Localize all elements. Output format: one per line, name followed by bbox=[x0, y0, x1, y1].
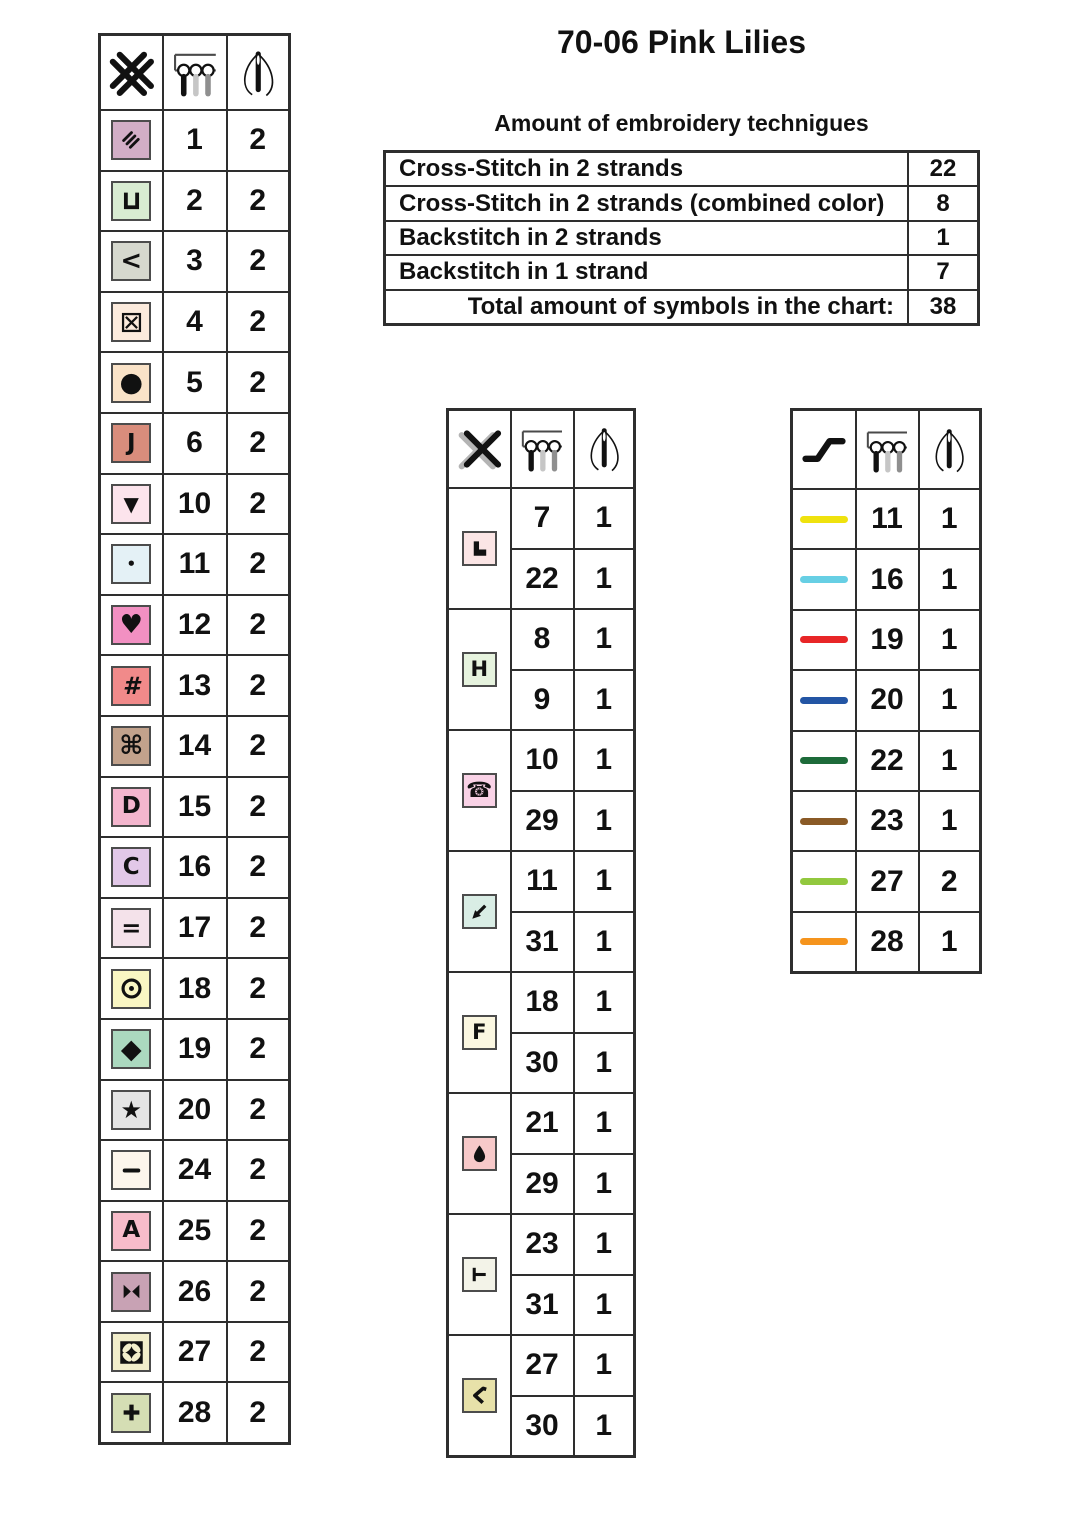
thread-color-number: 16 bbox=[163, 837, 227, 898]
thread-color-number: 1 bbox=[163, 110, 227, 171]
symbol-cell bbox=[100, 1322, 163, 1383]
needle-strands-header-cell bbox=[919, 410, 981, 490]
thread-color-number: 5 bbox=[163, 352, 227, 413]
combined-symbol-row bbox=[448, 1335, 635, 1396]
symbol-swatch bbox=[462, 1257, 497, 1292]
symbol-swatch bbox=[111, 241, 151, 281]
symbol-swatch bbox=[462, 652, 497, 687]
thread-color-number: 6 bbox=[163, 413, 227, 474]
thread-color-number: 25 bbox=[163, 1201, 227, 1262]
symbol-swatch bbox=[111, 969, 151, 1009]
strand-count: 1 bbox=[919, 791, 981, 851]
combined-symbol-row bbox=[448, 1214, 635, 1275]
technique-row bbox=[385, 186, 979, 220]
backstitch-icon bbox=[797, 426, 851, 474]
strand-count: 2 bbox=[227, 1322, 290, 1383]
thread-color-number: 18 bbox=[511, 972, 574, 1033]
strand-count: 2 bbox=[227, 474, 290, 535]
symbol-swatch bbox=[111, 544, 151, 584]
combined-cross-stitch-header-cell bbox=[448, 410, 511, 489]
technique-count: 8 bbox=[908, 186, 979, 220]
symbol-cell bbox=[448, 609, 511, 730]
diamond-symbol: ◆ bbox=[120, 1033, 142, 1065]
technique-label: Total amount of symbols in the chart: bbox=[385, 290, 909, 325]
thread-color-number: 21 bbox=[511, 1093, 574, 1154]
dash-symbol-icon bbox=[118, 1157, 145, 1184]
thread-color-number: 13 bbox=[163, 655, 227, 716]
symbol-cell bbox=[100, 777, 163, 838]
symbol-row bbox=[100, 1382, 290, 1443]
strand-count: 2 bbox=[227, 837, 290, 898]
legend-header-row bbox=[100, 35, 290, 111]
hash-symbol: # bbox=[122, 671, 140, 700]
strand-count: 2 bbox=[227, 534, 290, 595]
thread-color-number: 4 bbox=[163, 292, 227, 353]
backstitch-row bbox=[792, 549, 981, 609]
symbol-cell bbox=[100, 716, 163, 777]
symbol-cell bbox=[100, 1080, 163, 1141]
backstitch-row bbox=[792, 791, 981, 851]
thread-color-number: 30 bbox=[511, 1033, 574, 1094]
strand-count: 1 bbox=[919, 731, 981, 791]
symbol-cell bbox=[100, 110, 163, 171]
symbol-cell bbox=[100, 1261, 163, 1322]
backstitch-row bbox=[792, 489, 981, 549]
symbol-cell bbox=[100, 1019, 163, 1080]
symbol-swatch bbox=[111, 1090, 151, 1130]
thread-color-number: 31 bbox=[511, 1275, 574, 1336]
orange-line bbox=[800, 938, 848, 945]
strand-count: 2 bbox=[919, 851, 981, 911]
strand-count: 1 bbox=[574, 1275, 635, 1336]
equals-symbol: = bbox=[121, 914, 142, 943]
symbol-swatch bbox=[111, 1393, 151, 1433]
quad-leaf-symbol-icon bbox=[118, 1339, 145, 1366]
blue-line bbox=[800, 697, 848, 704]
symbol-cell bbox=[448, 1093, 511, 1214]
symbol-swatch bbox=[111, 120, 151, 160]
symbol-swatch bbox=[462, 894, 497, 929]
thread-color-number: 22 bbox=[856, 731, 919, 791]
thread-color-number: 22 bbox=[511, 549, 574, 610]
floss-color-icon bbox=[517, 424, 567, 474]
thread-color-number: 10 bbox=[511, 730, 574, 791]
line-color-cell bbox=[792, 731, 856, 791]
technique-label: Backstitch in 2 strands bbox=[385, 221, 909, 255]
thread-color-number: 27 bbox=[511, 1335, 574, 1396]
strand-count: 2 bbox=[227, 1019, 290, 1080]
legend-header-row bbox=[448, 410, 635, 489]
line-color-cell bbox=[792, 549, 856, 609]
thread-color-number: 11 bbox=[856, 489, 919, 549]
thread-color-number: 2 bbox=[163, 171, 227, 232]
symbol-swatch bbox=[111, 363, 151, 403]
combined-symbol-row bbox=[448, 488, 635, 549]
symbol-swatch bbox=[111, 302, 151, 342]
symbol-swatch bbox=[111, 1211, 151, 1251]
symbol-swatch bbox=[462, 1136, 497, 1171]
strand-count: 2 bbox=[227, 171, 290, 232]
thread-color-number: 10 bbox=[163, 474, 227, 535]
strand-count: 1 bbox=[574, 609, 635, 670]
thread-color-number: 15 bbox=[163, 777, 227, 838]
strand-count: 2 bbox=[227, 958, 290, 1019]
technique-row bbox=[385, 152, 979, 187]
symbol-row bbox=[100, 655, 290, 716]
strand-count: 2 bbox=[227, 1140, 290, 1201]
symbol-row bbox=[100, 1019, 290, 1080]
thread-color-number: 27 bbox=[163, 1322, 227, 1383]
black-circle-symbol: ● bbox=[119, 367, 144, 399]
strand-count: 2 bbox=[227, 1382, 290, 1443]
symbol-cell bbox=[448, 972, 511, 1093]
letter-h-symbol: H bbox=[470, 657, 489, 681]
backstitch-row bbox=[792, 610, 981, 670]
cross-stitch-legend-table bbox=[98, 33, 291, 1445]
symbol-cell bbox=[448, 851, 511, 972]
technique-label: Cross-Stitch in 2 strands bbox=[385, 152, 909, 187]
technique-row bbox=[385, 255, 979, 289]
strand-count: 2 bbox=[227, 413, 290, 474]
thread-color-number: 27 bbox=[856, 851, 919, 911]
symbol-row bbox=[100, 1201, 290, 1262]
thread-color-number: 20 bbox=[856, 670, 919, 730]
symbol-swatch bbox=[111, 787, 151, 827]
symbol-cell bbox=[448, 488, 511, 609]
strand-count: 1 bbox=[919, 549, 981, 609]
symbol-swatch bbox=[111, 1332, 151, 1372]
technique-label: Cross-Stitch in 2 strands (combined color) bbox=[385, 186, 909, 220]
technique-row bbox=[385, 290, 979, 325]
l-shape-symbol-icon bbox=[468, 537, 491, 560]
symbol-swatch bbox=[111, 847, 151, 887]
arrow-down-left-symbol-icon bbox=[468, 900, 491, 923]
symbol-cell bbox=[100, 292, 163, 353]
thread-color-number: 23 bbox=[511, 1214, 574, 1275]
needle-strands-header-cell bbox=[227, 35, 290, 111]
hook-check-symbol-icon bbox=[468, 1384, 491, 1407]
triple-slash-symbol-icon bbox=[118, 127, 145, 154]
symbol-cell bbox=[100, 1140, 163, 1201]
needle-strands-icon bbox=[580, 424, 628, 474]
combined-symbol-row bbox=[448, 851, 635, 912]
symbol-swatch bbox=[462, 1378, 497, 1413]
symbol-swatch bbox=[111, 484, 151, 524]
line-color-cell bbox=[792, 912, 856, 973]
line-color-cell bbox=[792, 851, 856, 911]
strand-count: 2 bbox=[227, 595, 290, 656]
backstitch-row bbox=[792, 851, 981, 911]
strand-count: 1 bbox=[919, 670, 981, 730]
combined-symbol-row bbox=[448, 972, 635, 1033]
letter-c-symbol: C bbox=[122, 853, 140, 880]
thread-color-number: 3 bbox=[163, 231, 227, 292]
thread-color-number: 17 bbox=[163, 898, 227, 959]
letter-a-symbol: A bbox=[122, 1217, 141, 1244]
thread-color-number: 31 bbox=[511, 912, 574, 973]
triangle-down-symbol: ▼ bbox=[123, 491, 139, 516]
strand-count: 2 bbox=[227, 716, 290, 777]
strand-count: 2 bbox=[227, 231, 290, 292]
symbol-cell bbox=[100, 1382, 163, 1443]
symbol-cell bbox=[100, 231, 163, 292]
symbol-swatch bbox=[111, 1272, 151, 1312]
circle-dot-symbol-icon bbox=[118, 975, 145, 1002]
strand-count: 2 bbox=[227, 777, 290, 838]
symbol-swatch bbox=[462, 1015, 497, 1050]
symbol-cell bbox=[100, 1201, 163, 1262]
strand-count: 1 bbox=[574, 851, 635, 912]
symbol-row bbox=[100, 1140, 290, 1201]
technique-count: 22 bbox=[908, 152, 979, 187]
left-tack-symbol-icon bbox=[468, 1263, 491, 1286]
combined-symbol-row bbox=[448, 730, 635, 791]
combined-color-legend-table bbox=[446, 408, 636, 1458]
symbol-row bbox=[100, 716, 290, 777]
symbol-cell bbox=[100, 655, 163, 716]
technique-count: 38 bbox=[908, 290, 979, 325]
strand-count: 2 bbox=[227, 352, 290, 413]
symbol-row bbox=[100, 110, 290, 171]
cross-stitch-header-cell bbox=[100, 35, 163, 111]
red-line bbox=[800, 636, 848, 643]
technique-count: 7 bbox=[908, 255, 979, 289]
yellow-line bbox=[800, 516, 848, 523]
strand-count: 2 bbox=[227, 655, 290, 716]
symbol-swatch bbox=[111, 1150, 151, 1190]
symbol-row bbox=[100, 534, 290, 595]
strand-count: 1 bbox=[574, 1214, 635, 1275]
techniques-subtitle: Amount of embroidery technigues bbox=[494, 110, 869, 136]
thread-color-number: 24 bbox=[163, 1140, 227, 1201]
telephone-symbol: ☎ bbox=[466, 778, 493, 802]
thread-color-number: 12 bbox=[163, 595, 227, 656]
thread-color-number: 18 bbox=[163, 958, 227, 1019]
brown-line bbox=[800, 818, 848, 825]
symbol-row bbox=[100, 958, 290, 1019]
symbol-swatch bbox=[111, 181, 151, 221]
symbol-row bbox=[100, 1261, 290, 1322]
strand-count: 1 bbox=[919, 912, 981, 973]
thread-color-number: 20 bbox=[163, 1080, 227, 1141]
symbol-swatch bbox=[111, 666, 151, 706]
strand-count: 1 bbox=[574, 791, 635, 852]
technique-count: 1 bbox=[908, 221, 979, 255]
needle-strands-icon bbox=[233, 47, 283, 99]
strand-count: 1 bbox=[574, 1396, 635, 1457]
letter-j-symbol: J bbox=[126, 429, 136, 456]
symbol-cell bbox=[448, 1214, 511, 1335]
strand-count: 2 bbox=[227, 1201, 290, 1262]
strand-count: 1 bbox=[574, 730, 635, 791]
cross-stitch-icon bbox=[105, 47, 157, 99]
symbol-cell bbox=[100, 837, 163, 898]
line-color-cell bbox=[792, 791, 856, 851]
techniques-table bbox=[383, 150, 980, 326]
letter-f-symbol: F bbox=[472, 1020, 487, 1044]
symbol-row bbox=[100, 777, 290, 838]
floss-color-header-cell bbox=[511, 410, 574, 489]
strand-count: 1 bbox=[574, 549, 635, 610]
strand-count: 2 bbox=[227, 110, 290, 171]
backstitch-row bbox=[792, 731, 981, 791]
symbol-cell bbox=[100, 534, 163, 595]
thread-color-number: 28 bbox=[856, 912, 919, 973]
thread-color-number: 11 bbox=[511, 851, 574, 912]
bowtie-symbol-icon bbox=[118, 1278, 145, 1305]
symbol-row bbox=[100, 898, 290, 959]
symbol-row bbox=[100, 352, 290, 413]
bullet-symbol: • bbox=[126, 554, 137, 573]
boxed-x-symbol-icon bbox=[118, 309, 145, 336]
symbol-cell bbox=[100, 413, 163, 474]
command-symbol: ⌘ bbox=[119, 731, 144, 762]
strand-count: 2 bbox=[227, 1080, 290, 1141]
symbol-cell bbox=[100, 958, 163, 1019]
page-title: 70-06 Pink Lilies bbox=[556, 24, 806, 60]
thread-color-number: 14 bbox=[163, 716, 227, 777]
strand-count: 1 bbox=[574, 1335, 635, 1396]
combined-cross-stitch-icon bbox=[453, 423, 505, 475]
combined-symbol-row bbox=[448, 609, 635, 670]
strand-count: 1 bbox=[574, 488, 635, 549]
thread-color-number: 26 bbox=[163, 1261, 227, 1322]
symbol-row bbox=[100, 292, 290, 353]
technique-label: Backstitch in 1 strand bbox=[385, 255, 909, 289]
strand-count: 1 bbox=[919, 489, 981, 549]
floss-color-icon bbox=[169, 47, 221, 99]
strand-count: 1 bbox=[574, 912, 635, 973]
symbol-cell bbox=[100, 595, 163, 656]
symbol-swatch bbox=[462, 773, 497, 808]
thread-color-number: 11 bbox=[163, 534, 227, 595]
floss-color-icon bbox=[862, 425, 912, 475]
symbol-row bbox=[100, 595, 290, 656]
strand-count: 1 bbox=[574, 1154, 635, 1215]
technique-row bbox=[385, 221, 979, 255]
thread-color-number: 28 bbox=[163, 1382, 227, 1443]
line-color-cell bbox=[792, 610, 856, 670]
backstitch-row bbox=[792, 912, 981, 973]
letter-d-symbol: D bbox=[121, 793, 141, 820]
symbol-cell bbox=[100, 898, 163, 959]
thread-color-number: 19 bbox=[163, 1019, 227, 1080]
symbol-row bbox=[100, 1080, 290, 1141]
strand-count: 1 bbox=[574, 670, 635, 731]
symbol-swatch bbox=[111, 423, 151, 463]
symbol-row bbox=[100, 837, 290, 898]
symbol-swatch bbox=[111, 605, 151, 645]
strand-count: 1 bbox=[574, 1033, 635, 1094]
needle-strands-header-cell bbox=[574, 410, 635, 489]
symbol-cell bbox=[100, 352, 163, 413]
strand-count: 2 bbox=[227, 1261, 290, 1322]
thread-color-number: 30 bbox=[511, 1396, 574, 1457]
symbol-row bbox=[100, 413, 290, 474]
line-color-cell bbox=[792, 670, 856, 730]
yellow-green-line bbox=[800, 878, 848, 885]
thread-color-number: 23 bbox=[856, 791, 919, 851]
symbol-cell bbox=[448, 1335, 511, 1457]
star-symbol: ★ bbox=[120, 1095, 142, 1124]
heart-symbol: ♥ bbox=[119, 610, 143, 641]
symbol-row bbox=[100, 1322, 290, 1383]
droplet-symbol-icon bbox=[468, 1142, 491, 1165]
symbol-row bbox=[100, 231, 290, 292]
symbol-swatch bbox=[111, 1029, 151, 1069]
thread-color-number: 16 bbox=[856, 549, 919, 609]
symbol-row bbox=[100, 171, 290, 232]
thread-color-number: 9 bbox=[511, 670, 574, 731]
symbol-swatch bbox=[111, 908, 151, 948]
strand-count: 1 bbox=[574, 1093, 635, 1154]
strand-count: 1 bbox=[919, 610, 981, 670]
thread-color-number: 29 bbox=[511, 791, 574, 852]
dark-green-line bbox=[800, 757, 848, 764]
thread-color-number: 8 bbox=[511, 609, 574, 670]
backstitch-row bbox=[792, 670, 981, 730]
plus-symbol-icon bbox=[118, 1399, 145, 1426]
combined-symbol-row bbox=[448, 1093, 635, 1154]
symbol-row bbox=[100, 474, 290, 535]
strand-count: 1 bbox=[574, 972, 635, 1033]
floss-color-header-cell bbox=[163, 35, 227, 111]
less-than-symbol: < bbox=[120, 246, 143, 277]
light-blue-line bbox=[800, 576, 848, 583]
strand-count: 2 bbox=[227, 292, 290, 353]
symbol-cell bbox=[100, 474, 163, 535]
symbol-swatch bbox=[111, 726, 151, 766]
symbol-cell bbox=[448, 730, 511, 851]
thread-color-number: 19 bbox=[856, 610, 919, 670]
legend-header-row bbox=[792, 410, 981, 490]
line-color-cell bbox=[792, 489, 856, 549]
thread-color-number: 29 bbox=[511, 1154, 574, 1215]
thread-color-number: 7 bbox=[511, 488, 574, 549]
symbol-cell bbox=[100, 171, 163, 232]
square-u-symbol-icon bbox=[118, 187, 145, 214]
needle-strands-icon bbox=[925, 425, 973, 475]
floss-color-header-cell bbox=[856, 410, 919, 490]
symbol-swatch bbox=[462, 531, 497, 566]
backstitch-legend-table bbox=[790, 408, 982, 974]
backstitch-header-cell bbox=[792, 410, 856, 490]
strand-count: 2 bbox=[227, 898, 290, 959]
